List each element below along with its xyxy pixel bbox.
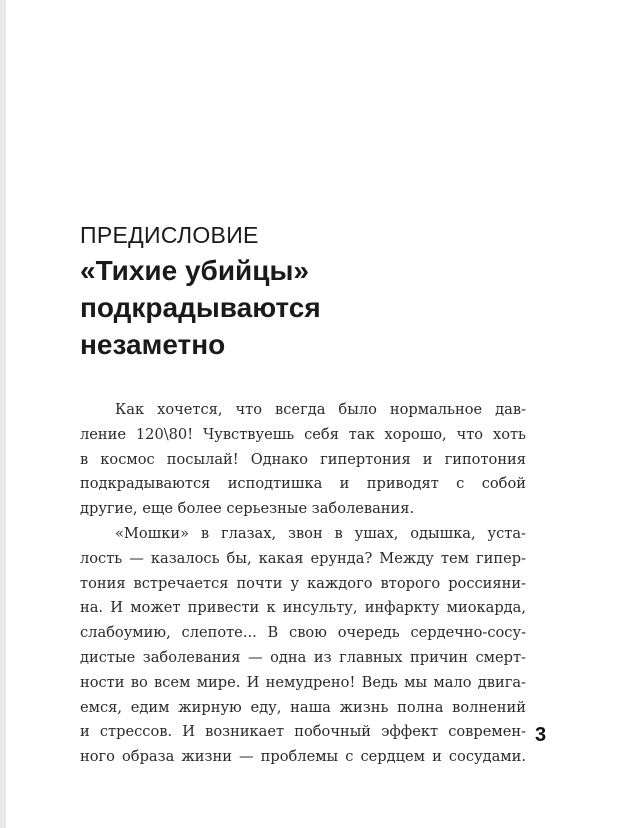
text-line: дистые заболевания — одна из главных причин смерт- [80,648,526,666]
text-line: и стрессов. И возникает побочный эффект современ- [80,723,526,741]
text-line: ного образа жизни — проблемы с сердцем и сосудами. [80,748,526,766]
paragraph [80,522,526,770]
text-line: другие, еще более серьезные заболевания. [80,500,415,518]
text-line: слабоумию, слепоте... В свою очередь сердечно-сосу- [80,624,526,642]
chapter-heading [80,218,321,363]
chapter-title-line: незаметно [80,329,226,360]
text-line: на. И может привести к инсульту, инфаркту миокарда, [80,599,526,617]
page-number: 3 [535,724,547,746]
text-line: в космос посылай! Однако гипертония и гипотония [80,450,526,468]
text-line: лость — казалось бы, какая ерунда? Между тем гипер- [80,549,526,567]
paragraph [80,398,526,522]
text-line: ности во всем мире. И немудрено! Ведь мы мало двига- [80,673,526,691]
text-line: тония встречается почти у каждого второго россияни- [80,574,526,592]
chapter-title-line: «Тихие убийцы» [80,255,309,286]
page-edge-shadow [0,0,6,828]
text-line: подкрадываются исподтишка и приводят с собой [80,475,526,493]
chapter-kicker: ПРЕДИСЛОВИЕ [80,222,259,248]
text-line: Как хочется, что всегда было нормальное дав- [115,401,526,418]
chapter-title-line: подкрадываются [80,292,321,323]
body-text [80,398,526,770]
text-line: ление 120\80! Чувствуешь себя так хорошо, что хоть [80,425,526,443]
text-line: «Мошки» в глазах, звон в ушах, одышка, уста- [115,524,526,542]
text-line: емся, едим жирную еду, наша жизнь полна волнений [80,698,526,716]
